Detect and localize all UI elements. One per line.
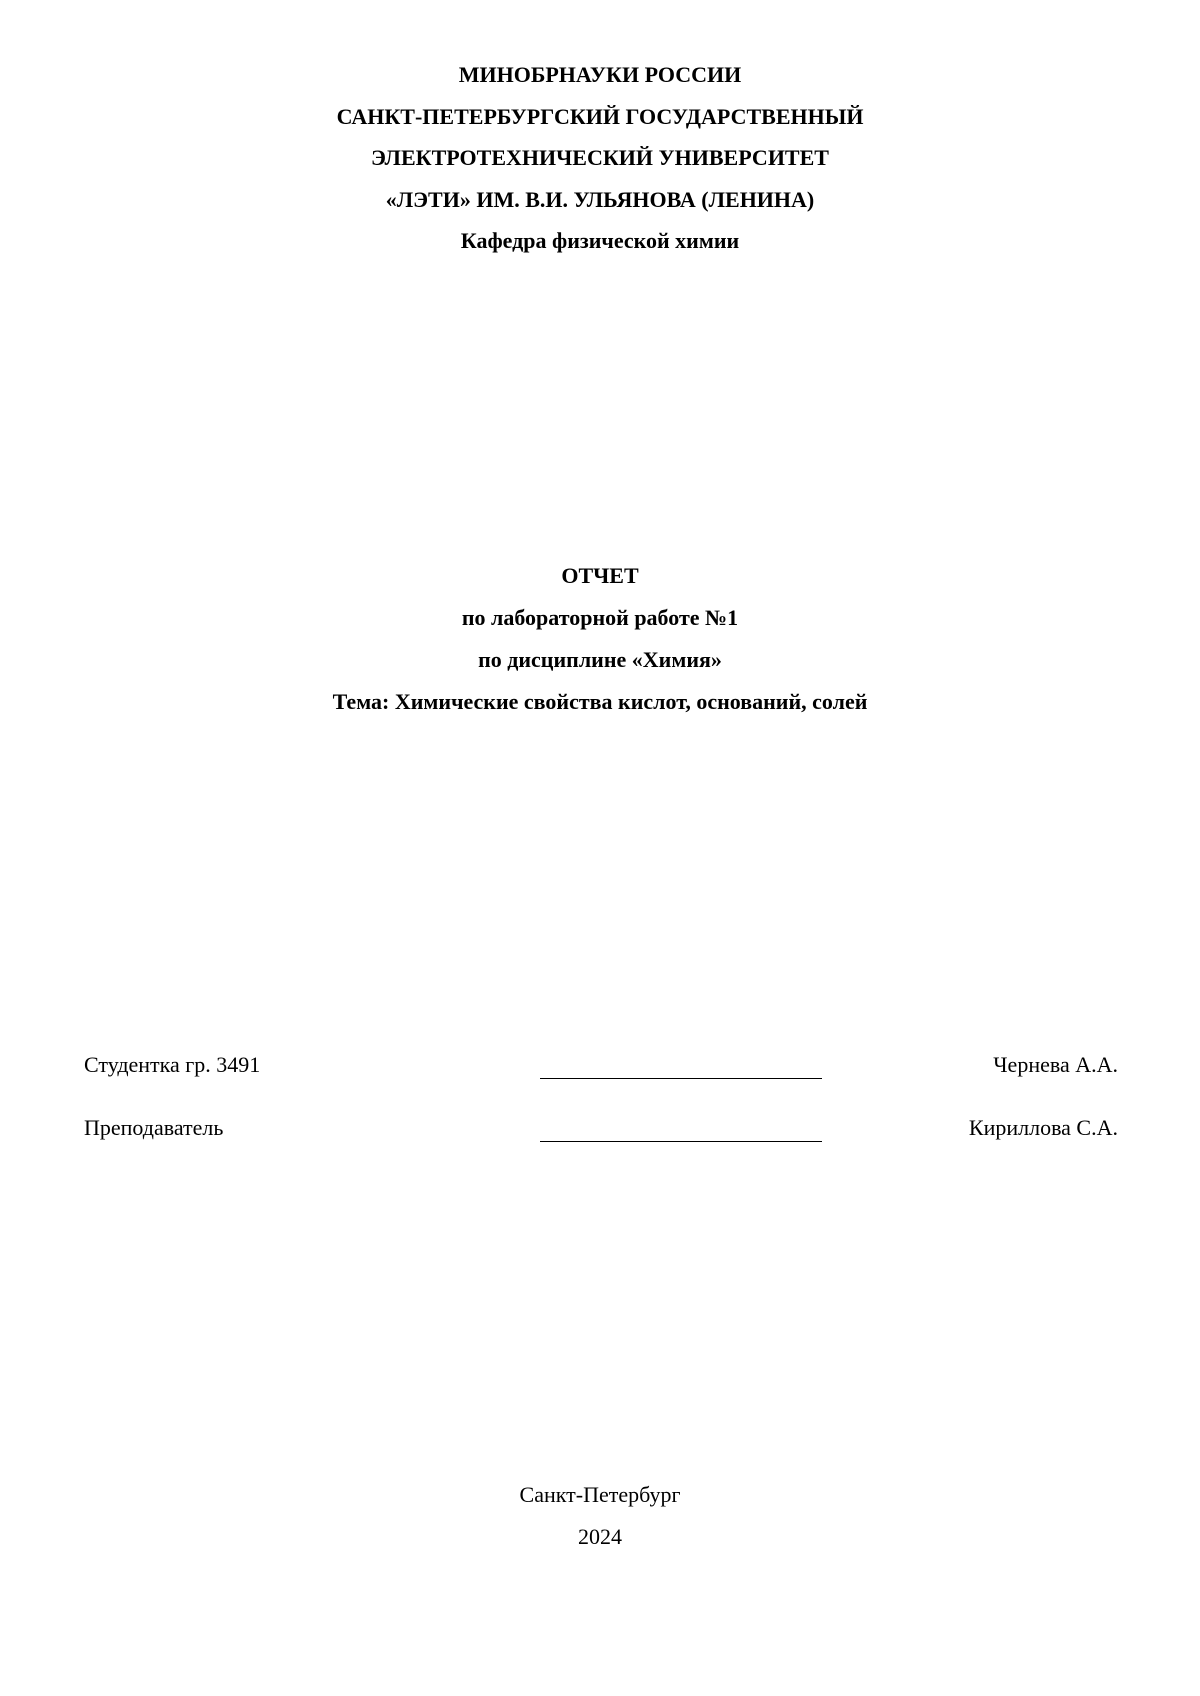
university-name-line-2: ЭЛЕКТРОТЕХНИЧЕСКИЙ УНИВЕРСИТЕТ (371, 145, 829, 170)
signature-line (540, 1078, 822, 1079)
signature-role: Студентка гр. 3491 (84, 1052, 261, 1077)
footer-block (0, 1474, 1200, 1558)
city-name: Санкт-Петербург (519, 1482, 681, 1507)
report-topic: Тема: Химические свойства кислот, оснований, солей (332, 689, 868, 714)
department-name: Кафедра физической химии (460, 228, 740, 253)
report-heading: ОТЧЕТ (561, 563, 639, 588)
signature-name: Кириллова С.А. (968, 1115, 1118, 1140)
discipline-name: по дисциплине «Химия» (478, 647, 722, 672)
university-name-line-1: САНКТ-ПЕТЕРБУРГСКИЙ ГОСУДАРСТВЕННЫЙ (336, 103, 864, 129)
report-title-block (0, 555, 1200, 723)
header-block (0, 54, 1200, 262)
signature-role: Преподаватель (84, 1115, 224, 1140)
lab-work-number: по лабораторной работе №1 (461, 605, 739, 630)
signature-line (540, 1141, 822, 1142)
year: 2024 (578, 1524, 622, 1549)
ministry-name: МИНОБРНАУКИ РОССИИ (458, 62, 742, 87)
university-name-line-3: «ЛЭТИ» ИМ. В.И. УЛЬЯНОВА (ЛЕНИНА) (385, 186, 815, 212)
signature-row-student (84, 1052, 1118, 1086)
signature-name: Чернева А.А. (993, 1052, 1118, 1077)
signature-row-teacher (84, 1115, 1118, 1149)
